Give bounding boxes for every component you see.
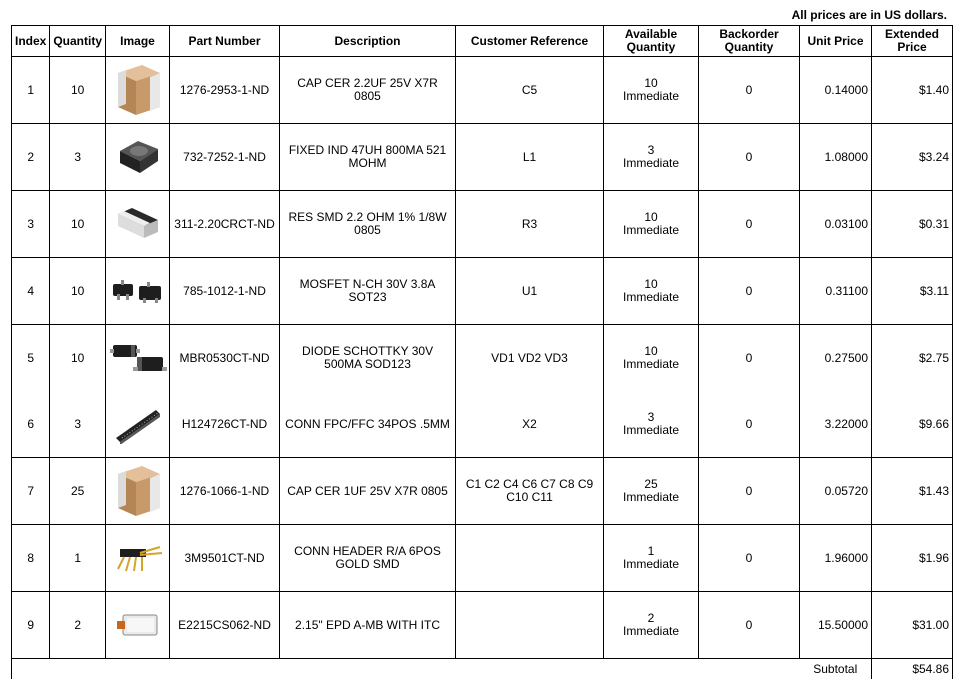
cell-part-number: 311-2.20CRCT-ND <box>170 191 280 258</box>
table-row <box>12 191 953 258</box>
header-quantity: Quantity <box>50 26 106 57</box>
cell-part-number: E2215CS062-ND <box>170 592 280 659</box>
table-row <box>12 325 953 392</box>
cell-available-quantity <box>604 258 699 325</box>
cell-backorder-quantity: 0 <box>699 191 800 258</box>
cell-index: 6 <box>12 391 50 458</box>
table-row <box>12 57 953 124</box>
cell-available-quantity <box>604 391 699 458</box>
cell-available-quantity <box>604 458 699 525</box>
cell-available-quantity <box>604 57 699 124</box>
header-backorder-quantity: Backorder Quantity <box>699 26 800 57</box>
cell-extended-price: $9.66 <box>872 391 953 458</box>
cell-index: 5 <box>12 325 50 392</box>
cell-backorder-quantity: 0 <box>699 592 800 659</box>
cell-part-number: MBR0530CT-ND <box>170 325 280 392</box>
cell-backorder-quantity: 0 <box>699 57 800 124</box>
table-row <box>12 592 953 659</box>
cell-extended-price: $1.40 <box>872 57 953 124</box>
cell-available-quantity <box>604 592 699 659</box>
cell-description: CAP CER 1UF 25V X7R 0805 <box>280 458 456 525</box>
cell-unit-price: 0.27500 <box>800 325 872 392</box>
cell-unit-price: 0.03100 <box>800 191 872 258</box>
available-qty: 10 <box>644 277 658 291</box>
cell-backorder-quantity: 0 <box>699 391 800 458</box>
smd-resistor-icon <box>106 204 169 244</box>
available-qty: 25 <box>644 477 658 491</box>
cell-image <box>106 124 170 191</box>
cell-unit-price: 3.22000 <box>800 391 872 458</box>
currency-note: All prices are in US dollars. <box>791 8 947 22</box>
available-status: Immediate <box>623 290 680 304</box>
cell-index: 4 <box>12 258 50 325</box>
header-unit-price: Unit Price <box>800 26 872 57</box>
cell-image <box>106 325 170 392</box>
cell-description: MOSFET N-CH 30V 3.8A SOT23 <box>280 258 456 325</box>
available-qty: 10 <box>644 76 658 90</box>
header-image: Image <box>106 26 170 57</box>
table-row <box>12 458 953 525</box>
cell-description: CONN HEADER R/A 6POS GOLD SMD <box>280 525 456 592</box>
cell-quantity: 10 <box>50 325 106 392</box>
cell-customer-reference: VD1 VD2 VD3 <box>456 325 604 392</box>
ceramic-capacitor-icon <box>106 63 169 117</box>
available-status: Immediate <box>623 89 680 103</box>
cell-backorder-quantity: 0 <box>699 525 800 592</box>
cell-description: CONN FPC/FFC 34POS .5MM <box>280 391 456 458</box>
cell-index: 2 <box>12 124 50 191</box>
cell-index: 8 <box>12 525 50 592</box>
table-row <box>12 525 953 592</box>
cell-customer-reference <box>456 592 604 659</box>
header-part-number: Part Number <box>170 26 280 57</box>
header-description: Description <box>280 26 456 57</box>
cell-part-number: 732-7252-1-ND <box>170 124 280 191</box>
subtotal-row <box>12 659 953 680</box>
cell-quantity: 10 <box>50 258 106 325</box>
cell-image <box>106 191 170 258</box>
cell-extended-price: $3.24 <box>872 124 953 191</box>
cell-unit-price: 15.50000 <box>800 592 872 659</box>
order-table <box>11 25 953 679</box>
available-status: Immediate <box>623 423 680 437</box>
cell-extended-price: $0.31 <box>872 191 953 258</box>
cell-extended-price: $1.96 <box>872 525 953 592</box>
cell-index: 7 <box>12 458 50 525</box>
cell-index: 9 <box>12 592 50 659</box>
available-qty: 3 <box>647 410 655 424</box>
header-available-quantity: Available Quantity <box>604 26 699 57</box>
cell-quantity: 10 <box>50 57 106 124</box>
cell-customer-reference: X2 <box>456 391 604 458</box>
available-qty: 3 <box>647 143 655 157</box>
cell-description: FIXED IND 47UH 800MA 521 MOHM <box>280 124 456 191</box>
subtotal-value: $54.86 <box>872 659 953 680</box>
cell-part-number: 1276-2953-1-ND <box>170 57 280 124</box>
pin-header-icon <box>106 541 169 575</box>
available-qty: 10 <box>644 344 658 358</box>
cell-index: 1 <box>12 57 50 124</box>
available-status: Immediate <box>623 624 680 638</box>
cell-description: DIODE SCHOTTKY 30V 500MA SOD123 <box>280 325 456 392</box>
header-index: Index <box>12 26 50 57</box>
cell-backorder-quantity: 0 <box>699 458 800 525</box>
available-status: Immediate <box>623 223 680 237</box>
header-row <box>12 26 953 57</box>
cell-backorder-quantity: 0 <box>699 325 800 392</box>
cell-quantity: 10 <box>50 191 106 258</box>
cell-part-number: 3M9501CT-ND <box>170 525 280 592</box>
cell-description: 2.15" EPD A-MB WITH ITC <box>280 592 456 659</box>
cell-backorder-quantity: 0 <box>699 124 800 191</box>
header-customer-reference: Customer Reference <box>456 26 604 57</box>
table-row <box>12 124 953 191</box>
available-qty: 1 <box>647 544 655 558</box>
cell-quantity: 3 <box>50 124 106 191</box>
cell-customer-reference: C5 <box>456 57 604 124</box>
cell-description: RES SMD 2.2 OHM 1% 1/8W 0805 <box>280 191 456 258</box>
cell-available-quantity <box>604 525 699 592</box>
cell-extended-price: $2.75 <box>872 325 953 392</box>
cell-backorder-quantity: 0 <box>699 258 800 325</box>
sot23-mosfet-icon <box>106 276 169 306</box>
cell-part-number: H124726CT-ND <box>170 391 280 458</box>
cell-description: CAP CER 2.2UF 25V X7R 0805 <box>280 57 456 124</box>
cell-available-quantity <box>604 325 699 392</box>
available-status: Immediate <box>623 357 680 371</box>
cell-image <box>106 258 170 325</box>
available-status: Immediate <box>623 156 680 170</box>
cell-customer-reference: U1 <box>456 258 604 325</box>
cell-extended-price: $31.00 <box>872 592 953 659</box>
cell-quantity: 3 <box>50 391 106 458</box>
cell-part-number: 785-1012-1-ND <box>170 258 280 325</box>
cell-customer-reference <box>456 525 604 592</box>
cell-customer-reference: C1 C2 C4 C6 C7 C8 C9 C10 C11 <box>456 458 604 525</box>
ceramic-capacitor-icon <box>106 464 169 518</box>
cell-quantity: 2 <box>50 592 106 659</box>
header-extended-price: Extended Price <box>872 26 953 57</box>
inductor-icon <box>106 137 169 177</box>
cell-extended-price: $3.11 <box>872 258 953 325</box>
cell-unit-price: 0.14000 <box>800 57 872 124</box>
cell-image <box>106 391 170 458</box>
available-qty: 10 <box>644 210 658 224</box>
cell-image <box>106 458 170 525</box>
fpc-connector-icon <box>106 404 169 444</box>
cell-unit-price: 0.05720 <box>800 458 872 525</box>
cell-quantity: 1 <box>50 525 106 592</box>
sod123-diode-icon <box>106 341 169 375</box>
cell-unit-price: 1.08000 <box>800 124 872 191</box>
table-row <box>12 258 953 325</box>
cell-part-number: 1276-1066-1-ND <box>170 458 280 525</box>
cell-quantity: 25 <box>50 458 106 525</box>
cell-unit-price: 0.31100 <box>800 258 872 325</box>
cell-extended-price: $1.43 <box>872 458 953 525</box>
subtotal-spacer <box>12 659 800 680</box>
cell-available-quantity <box>604 191 699 258</box>
cell-customer-reference: R3 <box>456 191 604 258</box>
cell-index: 3 <box>12 191 50 258</box>
cell-image <box>106 592 170 659</box>
cell-available-quantity <box>604 124 699 191</box>
cell-unit-price: 1.96000 <box>800 525 872 592</box>
available-status: Immediate <box>623 557 680 571</box>
available-status: Immediate <box>623 490 680 504</box>
epd-display-icon <box>106 613 169 637</box>
table-row <box>12 391 953 458</box>
cell-image <box>106 525 170 592</box>
cell-customer-reference: L1 <box>456 124 604 191</box>
cell-image <box>106 57 170 124</box>
available-qty: 2 <box>647 611 655 625</box>
subtotal-label: Subtotal <box>800 659 872 680</box>
